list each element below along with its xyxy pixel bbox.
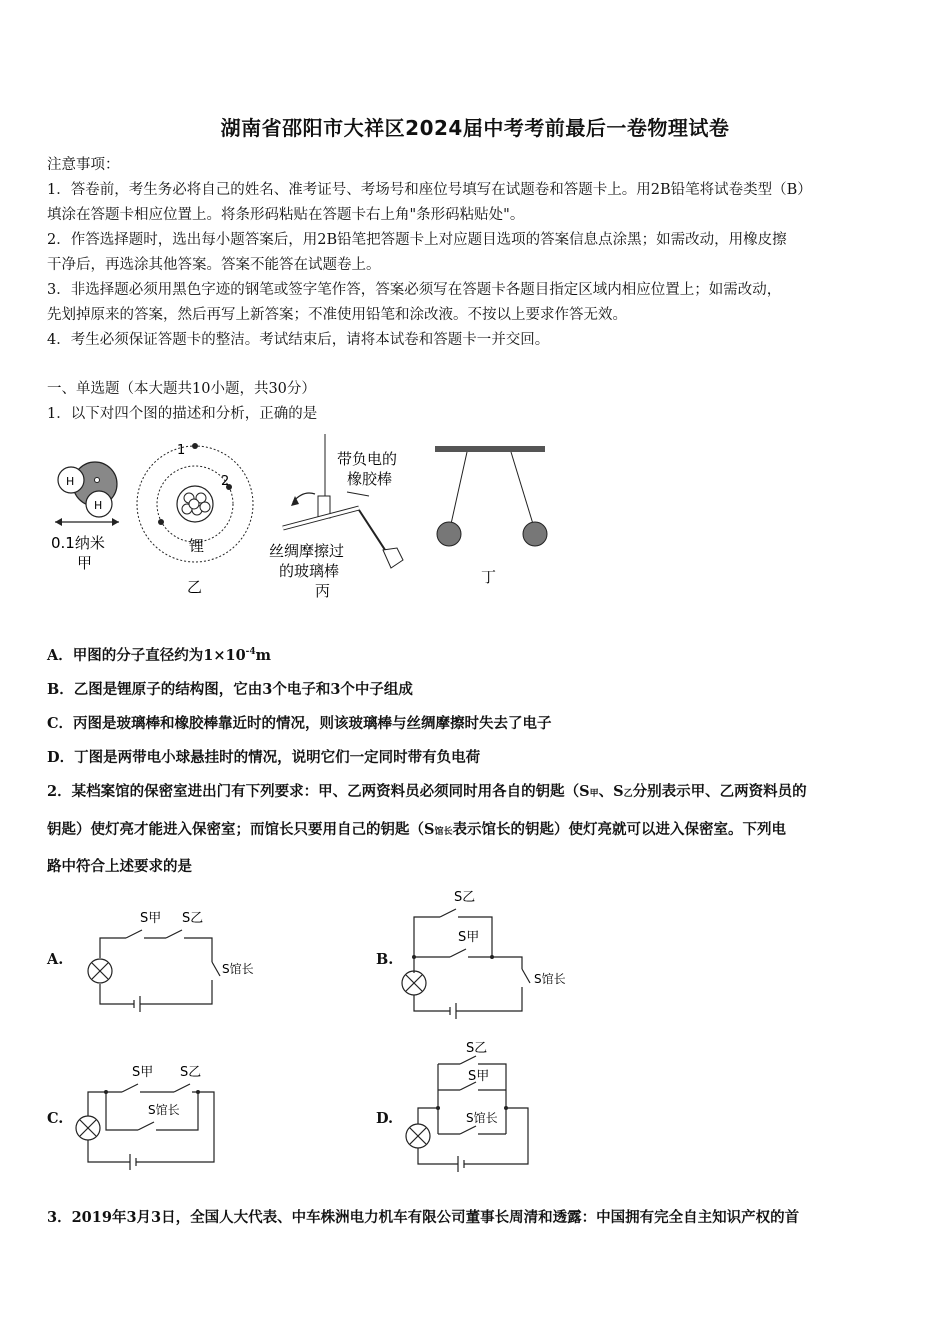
notice-line: 先划掉原来的答案，然后再写上新答案；不准使用铅笔和涂改液。不按以上要求作答无效。 bbox=[47, 307, 627, 323]
bing-glass-label-1: 丝绸摩擦过 bbox=[269, 542, 345, 560]
notice-line: 1．答卷前，考生务必将自己的姓名、准考证号、考场号和座位号填写在试题卷和答题卡上。用2B铅笔将试卷类型（B） bbox=[47, 182, 812, 198]
jia-scale-label: 0.1纳米 bbox=[51, 534, 105, 552]
switch-yi-label: S乙 bbox=[182, 911, 204, 926]
exam-page: 湖南省邵阳市大祥区2024届中考考前最后一卷物理试卷 注意事项： 1．答卷前，考生务必将自己的姓名、准考证号、考场号和座位号填写在试题卷和答题卡上。用2B铅笔将试卷类型（B） 填涂在答题卡相应位置上。将条形码粘贴在答题卡右上角"条形码粘贴处"。 2．作答选择题时，选出每小题答案后，用2B铅笔把答题卡上对应题目选项的答案信息点涂黑；如需改动，用橡皮擦 干净后，再选涂其他答案。答案不能答在试题卷上。 3．非选择题必须用黑色字迹的钢笔或签字笔作答，答案必须写在答题卡各题目指定区域内相应位置上；如需改动， 先划掉原来的答案，然后再写上新答案；不准使用铅笔和涂改液。不按以上要求作答无效。 4．考生必须保证答题卡的整洁。考试结束后，请将本试卷和答题卡一并交回。 一、单选题（本大题共10小题，共30分） 1．以下对四个图的描述和分析，正确的是 H H 0.1纳米 甲 1 2 锂 乙 带负电的 橡胶棒 丝绸摩擦过 的玻璃棒 丙 丁 A．甲图的分子直径约为$1\times 10^{-4}m$ B．乙图是锂原子的结构图，它由3个电子和3个中子组成 C．丙图是玻璃棒和橡胶棒靠近时的情况，则该玻璃棒与丝绸摩擦时失去了电子 D．丁图是两带电小球悬挂时的情况，说明它们一定同时带有负电荷 2．某档案馆的保密室进出门有下列要求：甲、乙两资料员必须同时用各自的钥匙（S甲、S乙分别表示甲、乙两资料员的 钥匙）使灯亮才能进入保密室；而馆长只要用自己的钥匙（S馆长表示馆长的钥匙）使灯亮就可以进入保密室。下列电 路中符合上述要求的是 A. S甲 S乙 S馆长 B. S乙 S甲 S馆长 C. S甲 S乙 S馆长 D. S乙 S甲 S馆长 3．2019年3月3日，全国人大代表、中车株洲电力机车有限公司董事长周清和透露：中国拥有完全自主知识产权的首 bbox=[0, 0, 950, 1344]
jia-label: 甲 bbox=[77, 554, 93, 572]
yi-atom-label: 锂 bbox=[189, 537, 205, 555]
q1-option-c: C．丙图是玻璃棒和橡胶棒靠近时的情况，则该玻璃棒与丝绸摩擦时失去了电子 bbox=[47, 715, 552, 732]
q1-option-d: D．丁图是两带电小球悬挂时的情况，说明它们一定同时带有负电荷 bbox=[47, 749, 481, 766]
svg-text:H: H bbox=[66, 475, 75, 488]
notice-line: 4．考生必须保证答题卡的整洁。考试结束后，请将本试卷和答题卡一并交回。 bbox=[47, 332, 550, 348]
q3-stem: 3．2019年3月3日，全国人大代表、中车株洲电力机车有限公司董事长周清和透露：中国拥有完全自主知识产权的首 bbox=[47, 1209, 800, 1226]
bing-label: 丙 bbox=[315, 582, 331, 600]
svg-text:H: H bbox=[94, 499, 103, 512]
notice-line: 3．非选择题必须用黑色字迹的钢笔或签字笔作答，答案必须写在答题卡各题目指定区域内相应位置上；如需改动， bbox=[47, 282, 782, 298]
notice-line: 2．作答选择题时，选出每小题答案后，用2B铅笔把答题卡上对应题目选项的答案信息点涂黑；如需改动，用橡皮擦 bbox=[47, 232, 787, 248]
ding-label: 丁 bbox=[481, 568, 497, 586]
switch-jia-label: S甲 bbox=[458, 930, 480, 945]
bing-rod-label-2: 橡胶棒 bbox=[347, 470, 393, 488]
circuit-d bbox=[400, 1040, 580, 1179]
q2-option-c-label: C. bbox=[47, 1110, 64, 1127]
switch-guan-label: S馆长 bbox=[534, 972, 566, 986]
molecule-drawing bbox=[55, 462, 119, 526]
circuit-c-svg bbox=[72, 1058, 252, 1178]
switch-yi-label: S乙 bbox=[466, 1041, 488, 1056]
notice-line: 填涂在答题卡相应位置上。将条形码粘贴在答题卡右上角"条形码粘贴处"。 bbox=[47, 207, 525, 223]
bing-glass-label-2: 的玻璃棒 bbox=[279, 562, 340, 580]
notice-heading: 注意事项： bbox=[47, 157, 120, 173]
q1-stem: 1．以下对四个图的描述和分析，正确的是 bbox=[47, 406, 318, 422]
q1-option-a: A．甲图的分子直径约为$1\times 10^{-4}m$ bbox=[47, 647, 272, 664]
circuit-b-svg bbox=[400, 885, 590, 1025]
yi-orbit-label-2: 2 bbox=[221, 474, 230, 489]
switch-yi-label: S乙 bbox=[180, 1065, 202, 1080]
switch-guan-label: S馆长 bbox=[466, 1111, 498, 1125]
switch-guan-label: S馆长 bbox=[222, 962, 254, 976]
switch-guan-label: S馆长 bbox=[148, 1103, 180, 1117]
q2-stem-line-3: 路中符合上述要求的是 bbox=[47, 858, 192, 875]
circuit-c bbox=[72, 1058, 252, 1182]
yi-label: 乙 bbox=[187, 578, 203, 596]
bing-rod-label-1: 带负电的 bbox=[337, 450, 398, 468]
switch-jia-label: S甲 bbox=[132, 1065, 154, 1080]
q2-stem-line-2: 钥匙）使灯亮才能进入保密室；而馆长只要用自己的钥匙（S馆长表示馆长的钥匙）使灯亮就可以进入保密室。下列电 bbox=[47, 821, 786, 838]
q1-figure bbox=[47, 432, 567, 612]
q2-stem-line-1: 2．某档案馆的保密室进出门有下列要求：甲、乙两资料员必须同时用各自的钥匙（S甲、S乙分别表示甲、乙两资料员的 bbox=[47, 783, 807, 800]
switch-yi-label: S乙 bbox=[454, 890, 476, 905]
circuit-d-svg bbox=[400, 1040, 580, 1175]
circuit-b bbox=[400, 885, 590, 1029]
hanging-balls-drawing bbox=[435, 446, 547, 546]
switch-jia-label: S甲 bbox=[468, 1069, 490, 1084]
q1-figure-svg bbox=[47, 432, 567, 608]
yi-orbit-label-1: 1 bbox=[177, 443, 186, 458]
notice-line: 干净后，再选涂其他答案。答案不能答在试题卷上。 bbox=[47, 257, 381, 273]
switch-jia-label: S甲 bbox=[140, 911, 162, 926]
section-heading: 一、单选题（本大题共10小题，共30分） bbox=[47, 381, 316, 397]
circuit-a-svg bbox=[86, 900, 266, 1020]
page-title: 湖南省邵阳市大祥区2024届中考考前最后一卷物理试卷 bbox=[220, 116, 730, 140]
q2-option-a-label: A. bbox=[47, 951, 64, 968]
circuit-a bbox=[86, 900, 266, 1024]
q1-option-b: B．乙图是锂原子的结构图，它由3个电子和3个中子组成 bbox=[47, 681, 413, 698]
